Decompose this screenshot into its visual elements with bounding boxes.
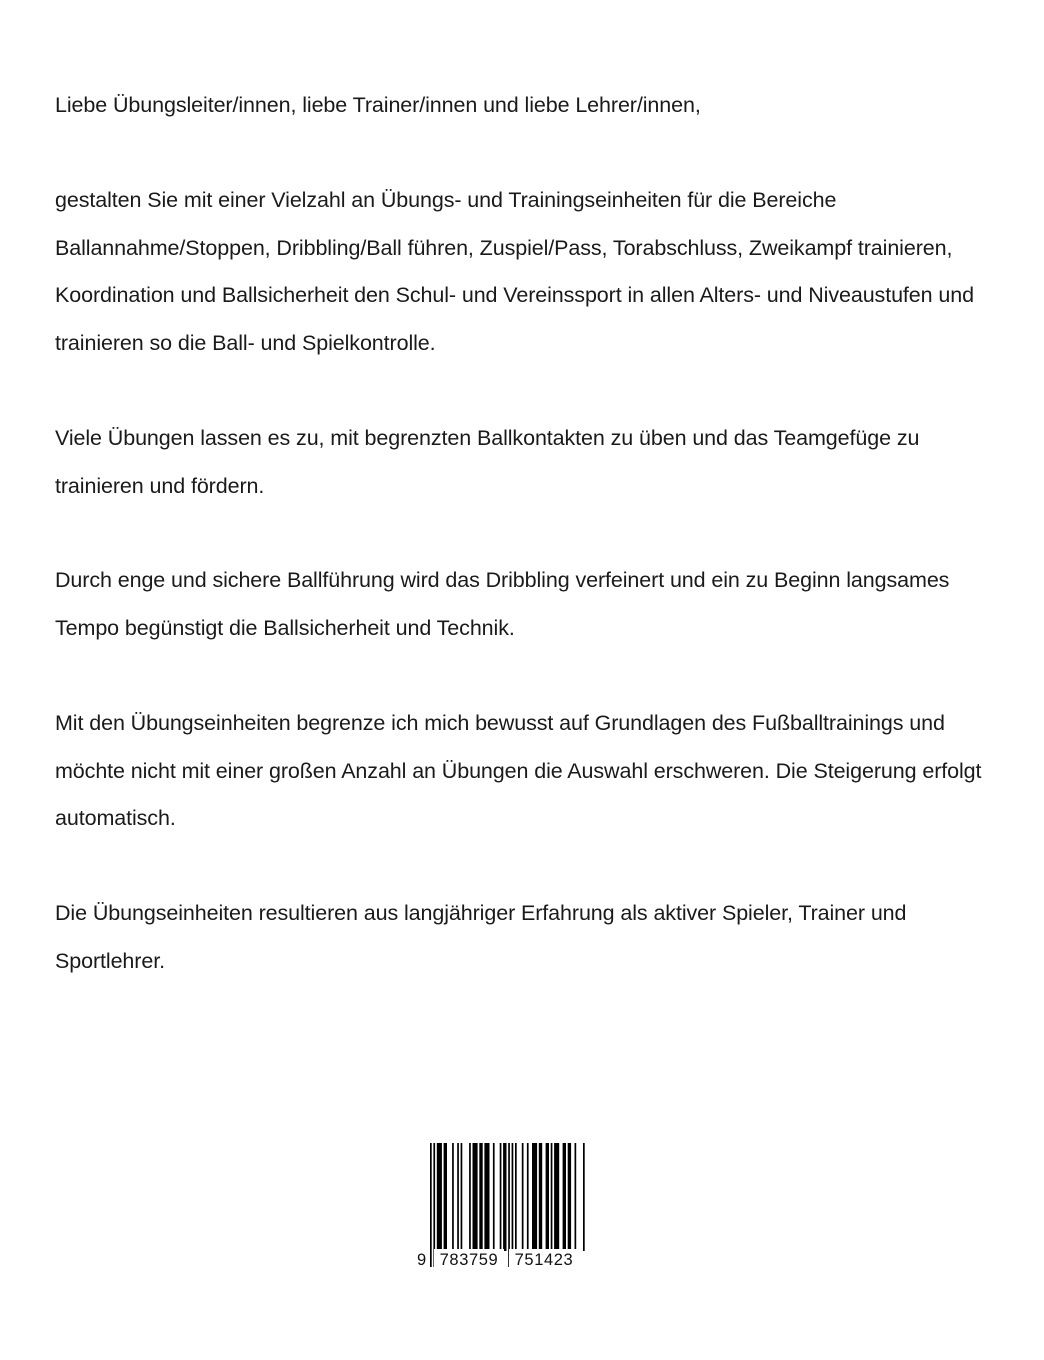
barcode-bar xyxy=(532,1143,537,1251)
barcode-bar xyxy=(515,1143,517,1251)
barcode-bar xyxy=(457,1143,459,1251)
paragraph-experience: Die Übungseinheiten resultieren aus langjähriger Erfahrung als aktiver Spieler, Trainer und Sportlehrer. xyxy=(55,901,907,973)
barcode-bar xyxy=(500,1143,502,1251)
barcode-first-digit: 9 xyxy=(417,1251,427,1269)
barcode-bar xyxy=(484,1143,489,1251)
barcode-bar xyxy=(461,1143,463,1251)
paragraph-training-areas: gestalten Sie mit einer Vielzahl an Übungs- und Trainingseinheiten für die Bereiche Ballannahme/Stoppen, Dribbling/Ball führen, Zuspiel/Pass, Torabschluss, Zweikampf trainieren, Koordination und Ballsicherheit den Schul- und Vereinssport in allen Alters- und Niveaustufen und trainieren so die Ball- und Spielkontrolle. xyxy=(55,188,974,355)
barcode-bar xyxy=(568,1143,571,1251)
paragraph-dribbling: Durch enge und sichere Ballführung wird das Dribbling verfeinert und ein zu Beginn langsames Tempo begünstigt die Ballsicherheit und Technik. xyxy=(55,568,950,640)
barcode-bar xyxy=(583,1143,585,1251)
barcode-bar xyxy=(522,1143,524,1251)
barcode-bar xyxy=(554,1143,559,1251)
barcode-bar xyxy=(479,1143,482,1251)
barcode-bar xyxy=(539,1143,542,1251)
barcode-left-digits: 783759 xyxy=(434,1249,504,1271)
barcode-right-digits: 751423 xyxy=(509,1249,579,1271)
barcode-bar xyxy=(473,1143,478,1251)
paragraph-basics: Mit den Übungseinheiten begrenze ich mich bewusst auf Grundlagen des Fußballtrainings und möchte nicht mit einer großen Anzahl an Übungen die Auswahl erschweren. Die Steigerung erfolgt automatisch. xyxy=(55,711,982,830)
greeting-line: Liebe Übungsleiter/innen, liebe Trainer/innen und liebe Lehrer/innen, xyxy=(55,93,701,117)
barcode-number xyxy=(414,1249,586,1271)
barcode-bar xyxy=(437,1143,442,1251)
barcode-bar xyxy=(546,1143,549,1251)
barcode-bar xyxy=(575,1143,577,1251)
barcode-bar xyxy=(527,1143,529,1251)
paragraph-team-building: Viele Übungen lassen es zu, mit begrenzten Ballkontakten zu üben und das Teamgefüge zu trainieren und fördern. xyxy=(55,426,920,498)
barcode-bar xyxy=(563,1143,566,1251)
isbn-barcode xyxy=(414,1141,586,1275)
barcode-bar xyxy=(503,1143,506,1251)
barcode-bar xyxy=(551,1143,553,1251)
barcode-bar xyxy=(469,1143,471,1251)
barcode-bar xyxy=(452,1143,454,1251)
barcode-bar xyxy=(444,1143,447,1251)
barcode-bar xyxy=(493,1143,495,1251)
